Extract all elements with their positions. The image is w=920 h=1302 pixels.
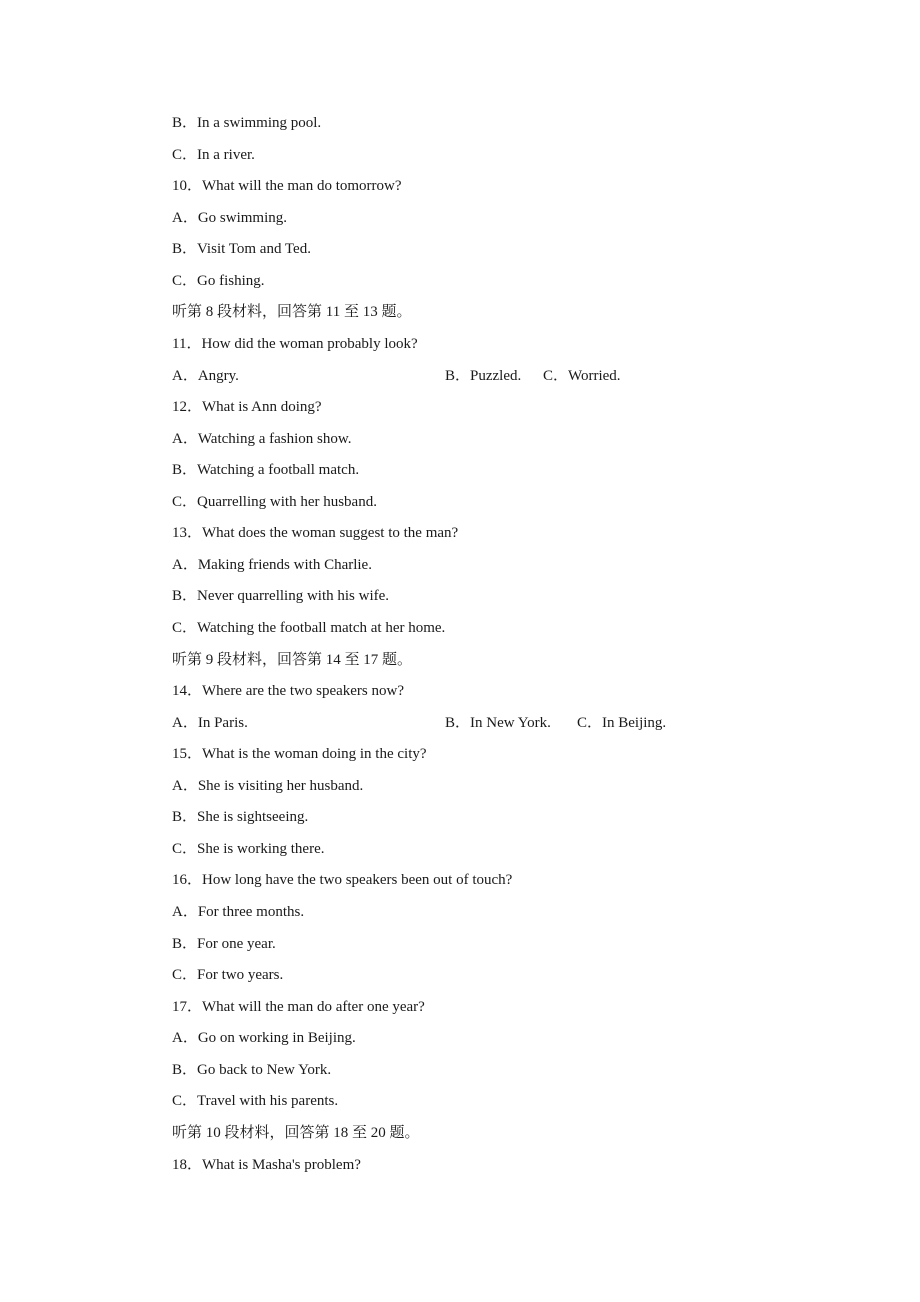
- option-row: [172, 366, 621, 386]
- section-instruction: 听第 9 段材料，回答第 14 至 17 题。: [172, 651, 413, 668]
- option-text: A．Making friends with Charlie.: [172, 556, 372, 573]
- question-text: 16．How long have the two speakers been out of touch?: [172, 872, 513, 889]
- section-instruction: 听第 8 段材料，回答第 11 至 13 题。: [172, 304, 412, 321]
- option-text: B．In a swimming pool.: [172, 115, 322, 131]
- option-text: C．For two years.: [172, 967, 284, 984]
- option-row: [172, 713, 667, 733]
- option-b: B．Puzzled.: [445, 367, 522, 384]
- option-text: C．In a river.: [172, 146, 255, 163]
- option-text: C．Go fishing.: [172, 272, 265, 289]
- question-text: 13．What does the woman suggest to the man?: [172, 525, 459, 542]
- question-text: 11．How did the woman probably look?: [172, 335, 418, 352]
- question-text: 17．What will the man do after one year?: [172, 998, 425, 1015]
- option-text: A．Watching a fashion show.: [172, 430, 352, 447]
- option-text: B．Visit Tom and Ted.: [172, 241, 311, 258]
- option-text: C．Watching the football match at her home.: [172, 620, 446, 636]
- option-text: A．For three months.: [172, 904, 305, 920]
- question-text: 10．What will the man do tomorrow?: [172, 178, 402, 195]
- question-text: 15．What is the woman doing in the city?: [172, 746, 427, 763]
- option-text: A．She is visiting her husband.: [172, 777, 364, 794]
- option-text: A．Go swimming.: [172, 209, 288, 226]
- option-c: C．Worried.: [543, 367, 621, 384]
- question-text: 12．What is Ann doing?: [172, 399, 322, 415]
- option-a: A．Angry.: [172, 367, 239, 384]
- option-text: A．Go on working in Beijing.: [172, 1030, 356, 1047]
- option-text: B．Watching a football match.: [172, 462, 360, 479]
- section-instruction: 听第 10 段材料，回答第 18 至 20 题。: [172, 1124, 420, 1141]
- option-text: B．Never quarrelling with his wife.: [172, 588, 390, 605]
- question-text: 18．What is Masha's problem?: [172, 1156, 361, 1173]
- option-text: C．Quarrelling with her husband.: [172, 493, 377, 510]
- option-text: C．Travel with his parents.: [172, 1093, 339, 1110]
- option-c: C．In Beijing.: [577, 714, 667, 731]
- option-text: B．Go back to New York.: [172, 1061, 332, 1078]
- option-text: B．For one year.: [172, 935, 276, 952]
- option-a: A．In Paris.: [172, 714, 248, 731]
- question-text: 14．Where are the two speakers now?: [172, 683, 404, 700]
- option-b: B．In New York.: [445, 714, 551, 731]
- option-text: C．She is working there.: [172, 840, 325, 857]
- option-text: B．She is sightseeing.: [172, 809, 309, 826]
